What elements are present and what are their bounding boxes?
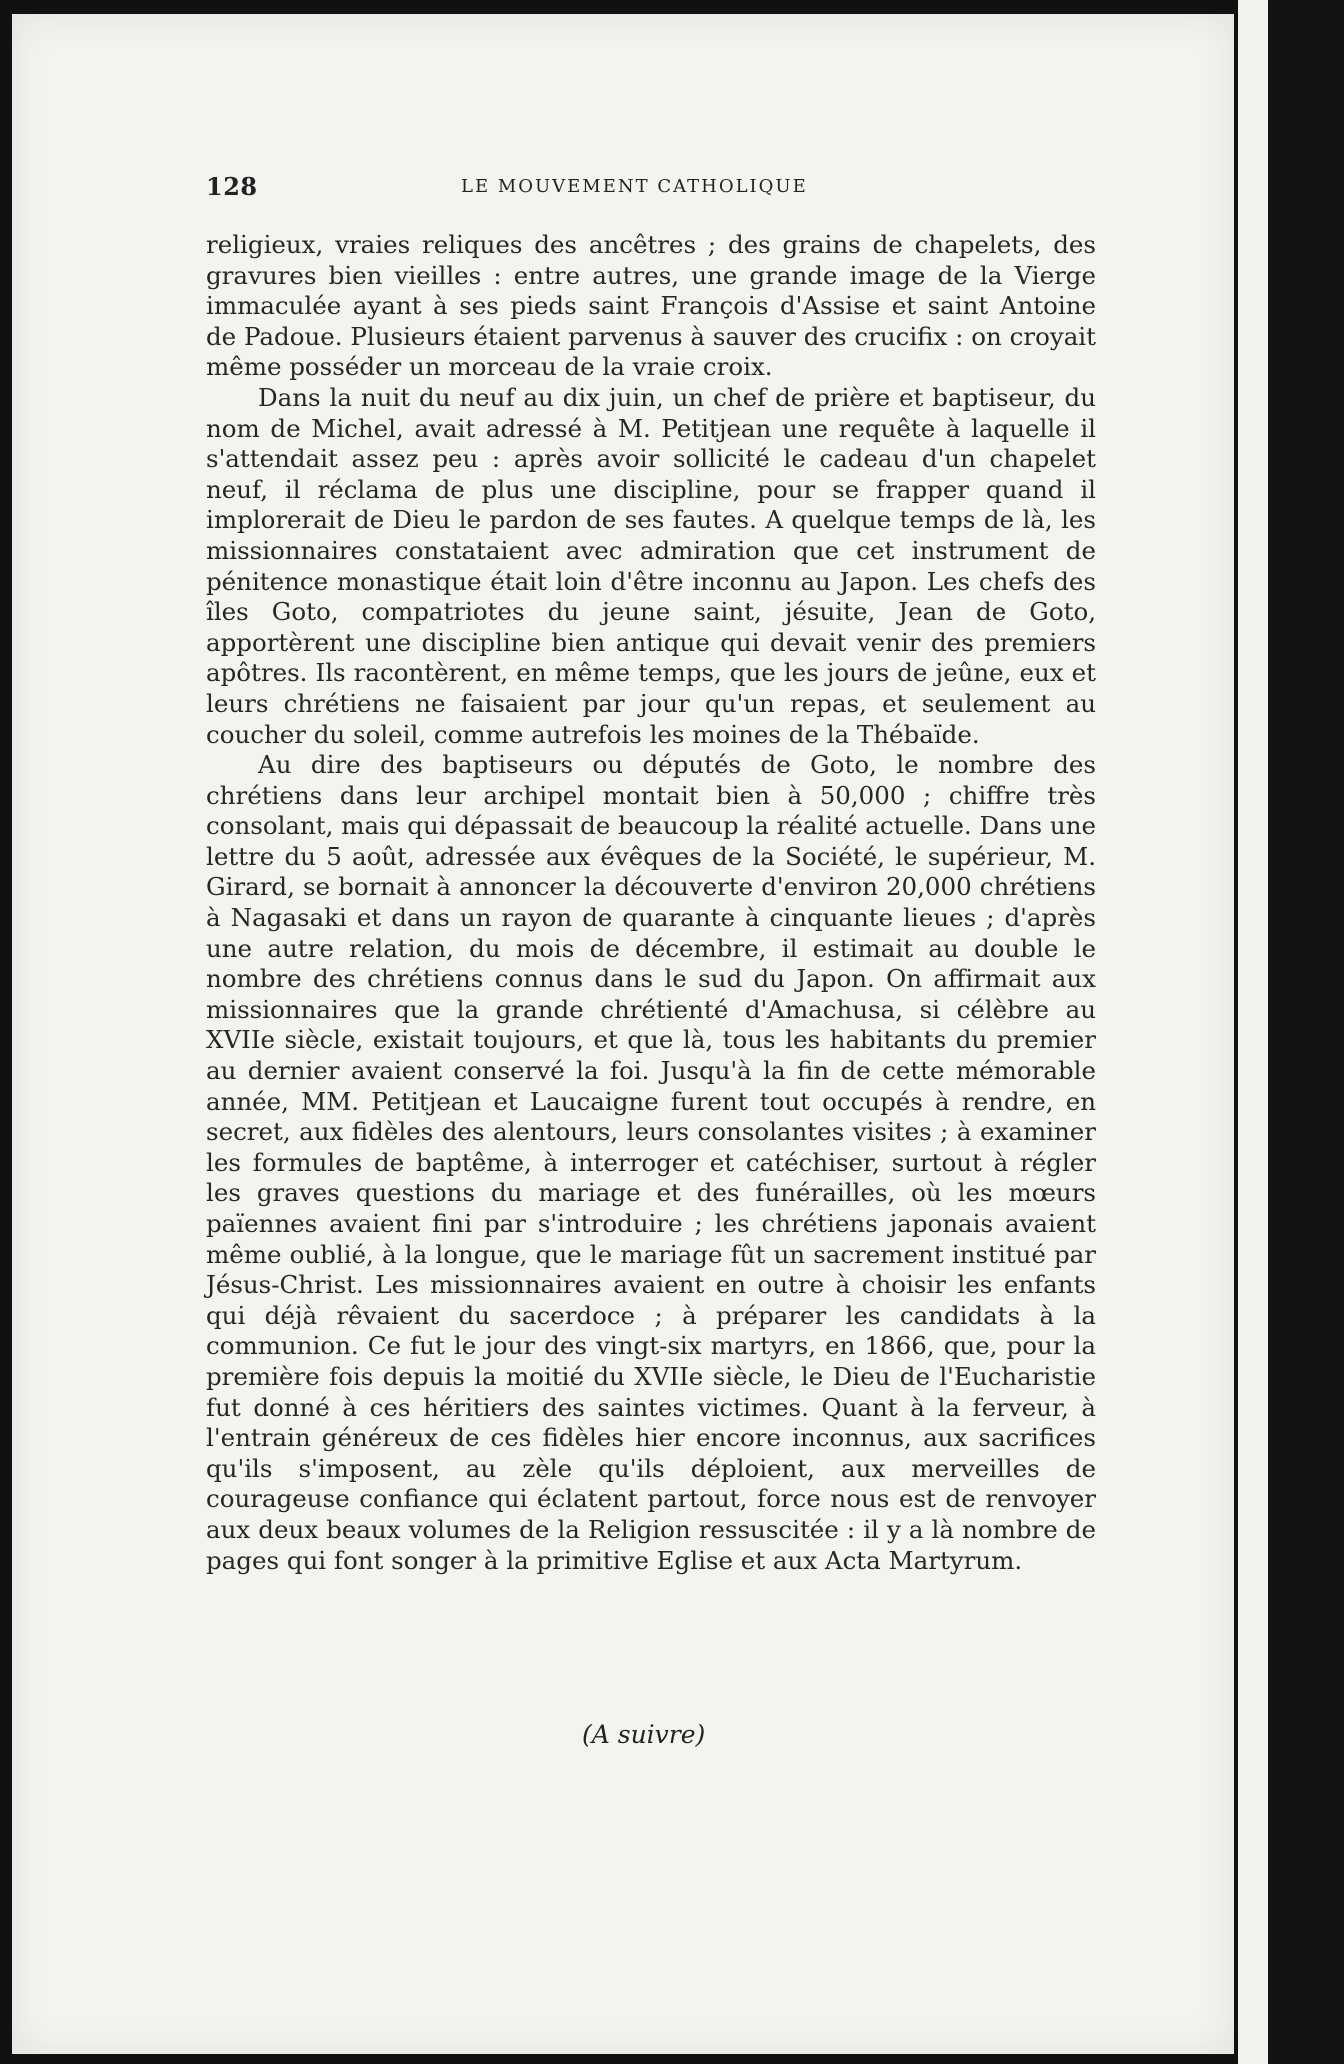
scan-gutter — [1268, 0, 1344, 2064]
body-text — [206, 230, 1096, 1576]
paragraph-3: Au dire des baptiseurs ou députés de Goto, le nombre des chrétiens dans leur archipel montait bien à 50,000 ; chiffre très consolant, mais qui dépassait de beaucoup la réalité actuelle. Dans une lettre du 5 août, adressée aux évêques de la Société, le supérieur, M. Girard, se bornait à annoncer la découverte d'environ 20,000 chrétiens à Nagasaki et dans un rayon de quarante à cinquante lieues ; d'après une autre relation, du mois de décembre, il estimait au double le nombre des chrétiens connus dans le sud du Japon. On affirmait aux missionnaires que la grande chrétienté d'Amachusa, si célèbre au XVIIe siècle, existait toujours, et que là, tous les habitants du premier au dernier avaient conservé la foi. Jusqu'à la fin de cette mémorable année, MM. Petitjean et Laucaigne furent tout occupés à rendre, en secret, aux fidèles des alentours, leurs consolantes visites ; à examiner les formules de baptême, à interroger et catéchiser, surtout à régler les graves questions du mariage et des funérailles, où les mœurs païennes avaient fini par s'introduire ; les chrétiens japonais avaient même oublié, à la longue, que le mariage fût un sacrement institué par Jésus-Christ. Les missionnaires avaient en outre à choisir les enfants qui déjà rêvaient du sacerdoce ; à préparer les candidats à la communion. Ce fut le jour des vingt-six martyrs, en 1866, que, pour la première fois depuis la moitié du XVIIe siècle, le Dieu de l'Eucharistie fut donné à ces héritiers des saintes victimes. Quant à la ferveur, à l'entrain généreux de ces fidèles hier encore inconnus, aux sacrifices qu'ils s'imposent, au zèle qu'ils déploient, aux merveilles de courageuse confiance qui éclatent partout, force nous est de renvoyer aux deux beaux volumes de la Religion ressuscitée : il y a là nombre de pages qui font songer à la primitive Eglise et aux Acta Martyrum. — [206, 750, 1096, 1575]
adjacent-page-strip — [1238, 0, 1268, 2064]
paragraph-1: religieux, vraies reliques des ancêtres ; des grains de chapelets, des gravures bien vieilles : entre autres, une grande image de la Vierge immaculée ayant à ses pieds saint François d'Assise et saint Antoine de Padoue. Plusieurs étaient parvenus à sauver des crucifix : on croyait même posséder un morceau de la vraie croix. — [206, 230, 1096, 382]
page-number: 128 — [206, 172, 258, 201]
document-page — [12, 14, 1234, 2054]
page-header — [206, 172, 1086, 212]
paragraph-2: Dans la nuit du neuf au dix juin, un chef de prière et baptiseur, du nom de Michel, avait adressé à M. Petitjean une requête à laquelle il s'attendait assez peu : après avoir sollicité le cadeau d'un chapelet neuf, il réclama de plus une discipline, pour se frapper quand il implorerait de Dieu le pardon de ses fautes. A quelque temps de là, les missionnaires constataient avec admiration que cet instrument de pénitence monastique était loin d'être inconnu au Japon. Les chefs des îles Goto, compatriotes du jeune saint, jésuite, Jean de Goto, apportèrent une discipline bien antique qui devait venir des premiers apôtres. Ils racontèrent, en même temps, que les jours de jeûne, eux et leurs chrétiens ne faisaient par jour qu'un repas, et seulement au coucher du soleil, comme autrefois les moines de la Thébaïde. — [206, 382, 1096, 749]
running-head: LE MOUVEMENT CATHOLIQUE — [461, 176, 808, 197]
continued-note: (A suivre) — [582, 1720, 706, 1749]
